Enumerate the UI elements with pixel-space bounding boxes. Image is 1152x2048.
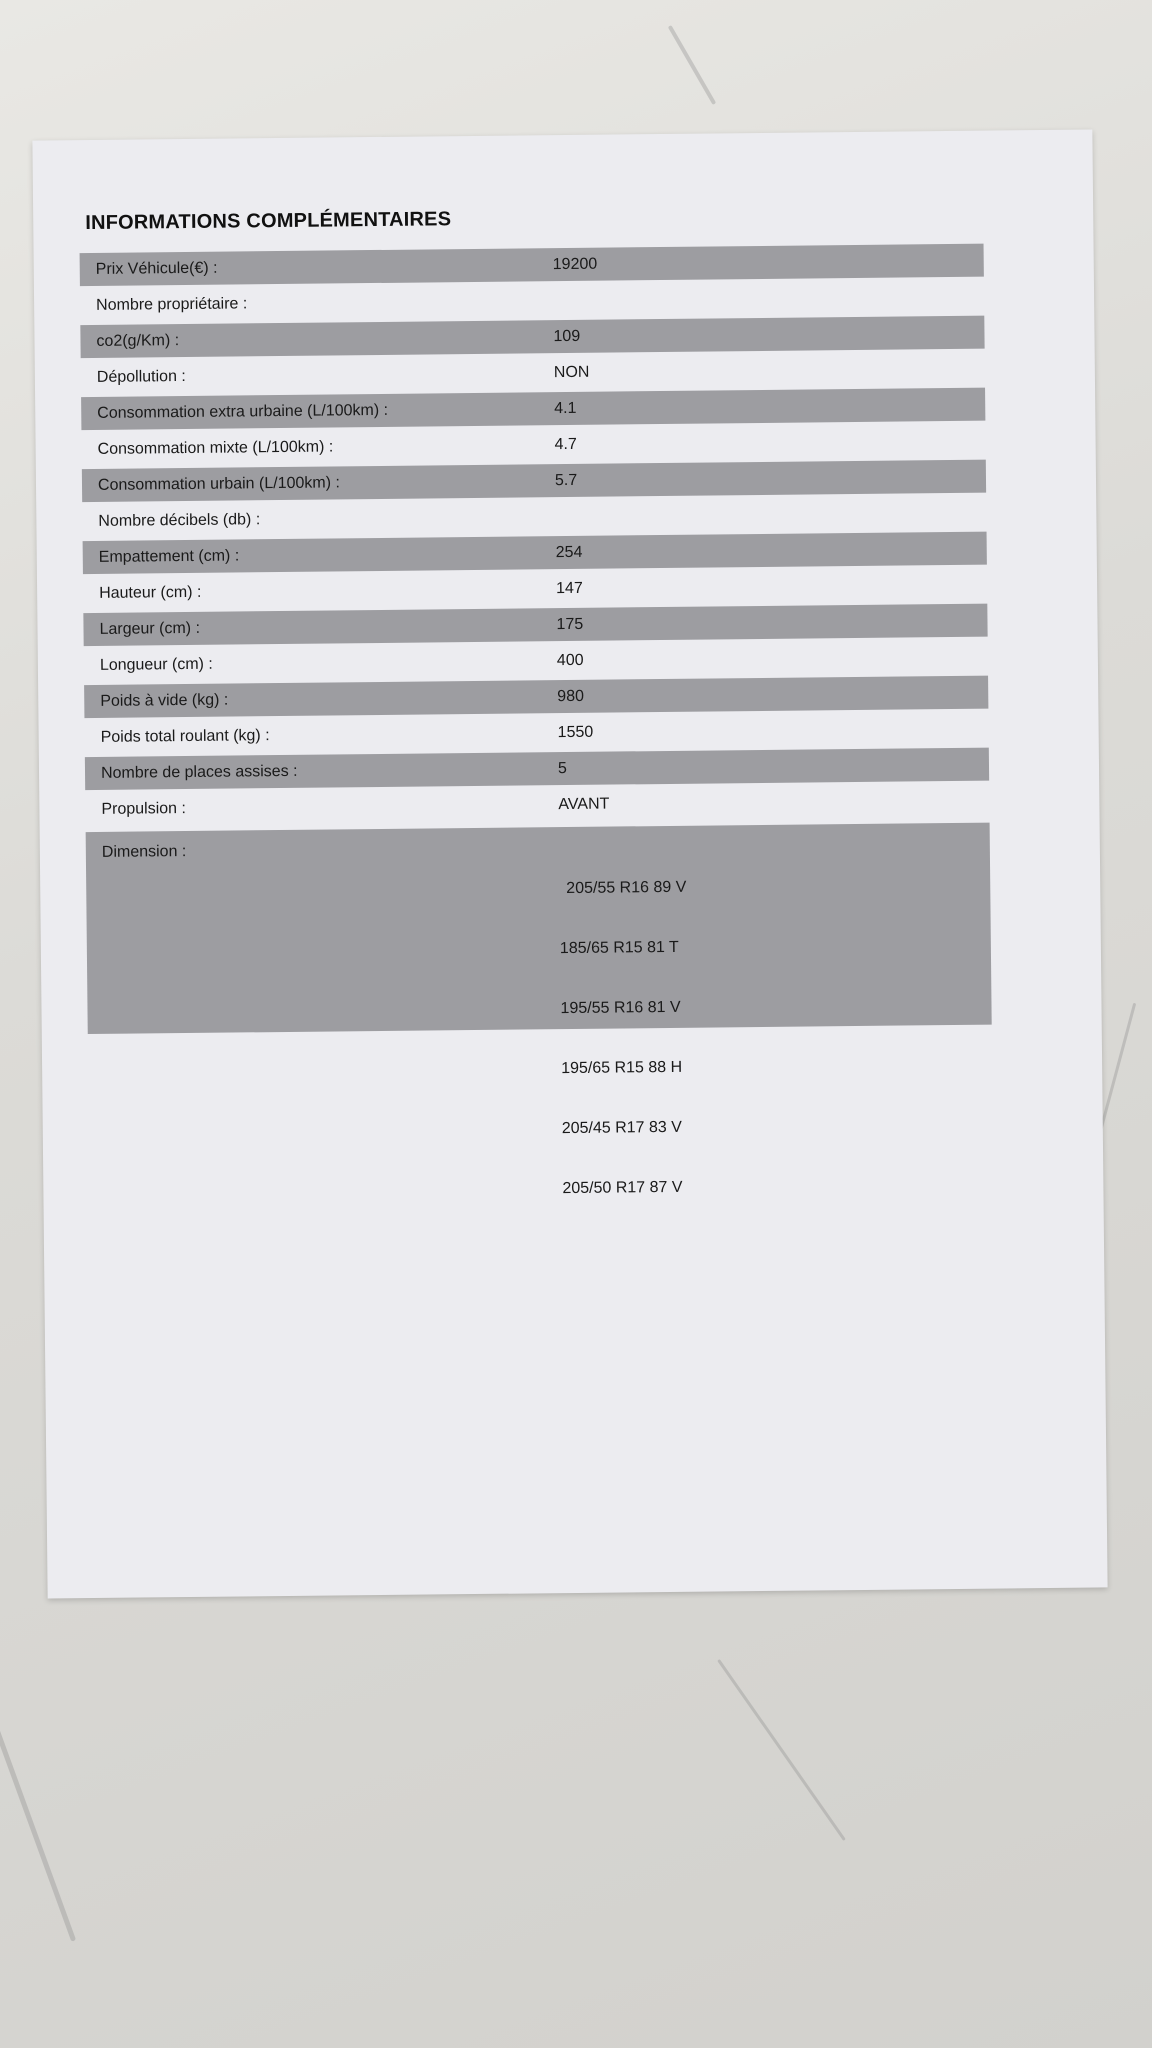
row-label: Nombre décibels (db) :	[98, 511, 261, 530]
marble-vein	[0, 1658, 76, 1942]
row-label: Consommation urbain (L/100km) :	[97, 473, 340, 494]
row-label: Consommation extra urbaine (L/100km) :	[97, 401, 389, 422]
row-label: Nombre de places assises :	[100, 762, 298, 782]
tire-size: 195/65 R15 88 H	[561, 1058, 683, 1078]
row-label: Largeur (cm) :	[99, 619, 201, 638]
row-label: Longueur (cm) :	[99, 655, 213, 674]
marble-vein	[717, 1659, 846, 1841]
row-value: 980	[557, 687, 585, 705]
row-value: 19200	[552, 255, 598, 273]
row-value: 1550	[557, 723, 594, 742]
row-value: 5.7	[554, 471, 578, 489]
info-table	[80, 243, 992, 1198]
dimension-label: Dimension :	[101, 843, 187, 861]
row-value: 5	[557, 759, 567, 777]
row-label: Consommation mixte (L/100km) :	[97, 438, 334, 458]
tire-size: 205/45 R17 83 V	[561, 1118, 682, 1138]
marble-vein	[668, 25, 716, 105]
row-label: co2(g/Km) :	[96, 331, 180, 350]
row-value: 254	[555, 543, 583, 561]
row-value: NON	[553, 363, 590, 382]
row-label: Propulsion :	[101, 800, 186, 818]
tire-size: 195/55 R16 81 V	[560, 998, 681, 1018]
document-title: INFORMATIONS COMPLÉMENTAIRES	[85, 208, 452, 235]
row-value: 109	[553, 327, 581, 345]
row-value: 147	[556, 579, 583, 598]
tire-size: 205/50 R17 87 V	[562, 1178, 683, 1198]
row-label: Dépollution :	[96, 367, 186, 386]
table-row	[85, 783, 989, 828]
document-page	[32, 129, 1107, 1598]
row-label: Poids total roulant (kg) :	[100, 727, 270, 746]
row-label: Prix Véhicule(€) :	[95, 259, 218, 278]
row-value: 4.7	[554, 435, 577, 454]
row-label: Nombre propriétaire :	[96, 295, 248, 314]
row-value: 400	[556, 651, 584, 670]
tire-size: 205/55 R16 89 V	[566, 878, 687, 898]
row-value: 175	[556, 615, 584, 633]
row-label: Empattement (cm) :	[98, 546, 240, 566]
dimension-row	[86, 823, 992, 1198]
tire-size: 185/65 R15 81 T	[559, 938, 679, 958]
row-label: Hauteur (cm) :	[99, 583, 202, 602]
dimension-values	[559, 838, 690, 1239]
row-value: 4.1	[554, 399, 577, 417]
row-label: Poids à vide (kg) :	[100, 691, 229, 710]
row-value: AVANT	[558, 795, 610, 814]
